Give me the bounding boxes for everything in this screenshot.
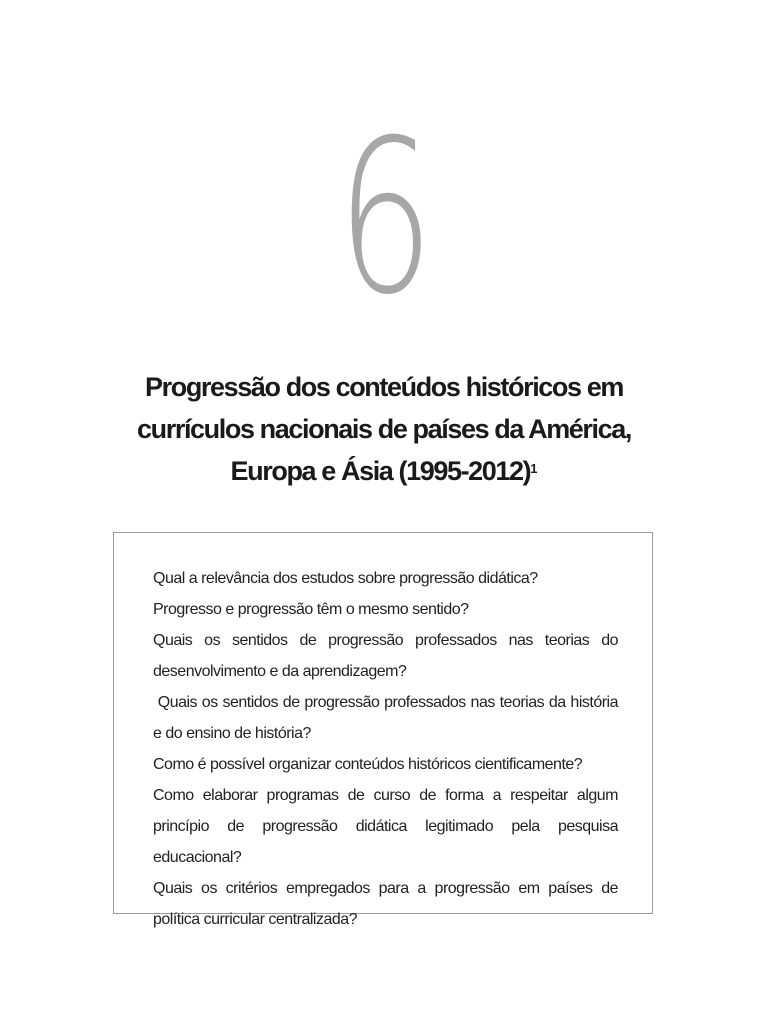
question-item: Qual a relevância dos estudos sobre progressão didática? [153,570,538,587]
questions-list [153,563,622,935]
chapter-number: 6 [336,94,432,341]
chapter-title [84,366,684,492]
question-item: Quais os sentidos de progressão professados nas teorias do desenvolvimento e da aprendizagem? [153,632,618,680]
question-item: Como elaborar programas de curso de forma a respeitar algum princípio de progressão didática legitimado pela pesquisa educacional? [153,787,618,866]
chapter-title-line-1: Progressão dos conteúdos históricos em [145,372,623,402]
question-item: Quais os critérios empregados para a progressão em países de política curricular centralizada? [153,880,618,928]
chapter-title-line-2: currículos nacionais de países da América, [137,414,631,444]
question-item: Quais os sentidos de progressão professados nas teorias da história e do ensino de história? [153,694,622,742]
question-item: Progresso e progressão têm o mesmo sentido? [153,601,469,618]
chapter-title-line-3 [84,450,684,492]
chapter-title-line-3-text: Europa e Ásia (1995-2012) [230,456,531,486]
question-item: Como é possível organizar conteúdos históricos cientificamente? [153,756,583,773]
questions-box [113,532,653,928]
footnote-marker[interactable]: 1 [530,461,538,476]
